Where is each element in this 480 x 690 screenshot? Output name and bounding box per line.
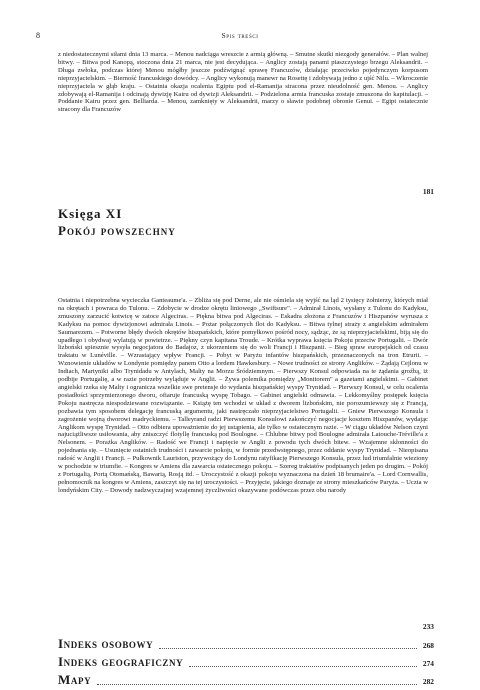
dot-leader [159,647,417,649]
running-title: Spis treści [221,31,259,40]
book-title: Księga XI [58,206,123,221]
toc-entry-indeks-geograficzny[interactable] [58,654,434,670]
page-header [36,31,444,43]
toc-entry-mapy[interactable] [58,672,434,688]
toc-entry-page: 274 [422,659,434,668]
dot-leader [189,665,417,667]
toc-entry-page: 282 [422,677,434,686]
book-summary: Ostatnia i niepotrzebna wycieczka Ganteaume'a. – Zbliża się pod Derne, ale nie ośmiela się wyjść na ląd 2 tysięcy żołnierzy, których miał na okrętach i powraca do Tulonu. – Zdobycie w drodze okrętu liniowego „Swiftsure". – Admirał Linois, wysłany z Tulonu do Kadyksu, zmuszony zarzucić kotwicę w zatoce Algeciras. – Piękna bitwa pod Algeciras. – Eskadra złożona z Francuzów i Hiszpanów wyrusza z Kadyksu na pomoc dywizjonowi admirała Linois. – Pożar połączonych flot do Kadyksu. – Bitwa tylnej straży z angielskim admirałem Saumarezem. – Potworne błędy dwóch okrętów hiszpańskich, które pomyłkowo pośród nocy, sądząc, że są nieprzyjacielskimi, biją się do upadłego i obydwaj wylatują w powietrze. – Piękny czyn kapitana Troude. – Krótka wyprawa księcia Pokoju przeciw Portugalii. – Dwór lizboński spiesznie wysyła negocjatora do Badajoz, z ukorzeniem się do woli Francji i Hiszpanii. – Bieg spraw europejskich od czasu traktatu w Lunéville. – Wzrastający wpływ Francji. – Pobyt w Paryżu infantów hiszpańskich, przeznaczonych na tron Etrurii. – Wznowienie układów w Londynie pomiędzy panem Otto a lordem Hawkesbury. – Nowe trudności ze strony Anglików. – Żądają Cejlonu w Indiach, Martyniki albo Trynidadu w Antylach, Malty na Morzu Śródziemnym. – Pierwszy Konsul odpowiada na te żądania groźbą, iż podbije Portugalię, a w razie potrzeby wyląduje w Anglii. – Żywa polemika pomiędzy „Monitorem" a gazetami angielskimi. – Gabinet angielski rzeka się Malty i ogranicza wszelkie swe pretensje do wydania hiszpańskiej wyspy Trynidad. – Pierwszy Konsul, w celu ocalenia posiadłości sprzymierzonego dworu, ofiaruje francuską wyspę Tobago. – Gabinet angielski odmawia. – Lekkomyślny postępek księcia Pokoju nastręcza niespodziewane rozwiązanie. – Książę ten wchodzi w układ z dworem lizbońskim, nie porozumiewszy się z Francją, pozbawia tym sposobem delegację francuską argumentu, jaki nastręczało nieprzyjacielstwo Portugalii. – Gniew Pierwszego Konsula i zagrożenie wojną dworowi madryckiemu. – Talleyrand radzi Pierwszemu Konsulowi zakończyć negocjacje kosztem Hiszpanów, wydając Anglikom wyspę Trynidad. – Otto odbiera upoważnienie do jej ustąpienia, ale tylko w ostatecznym razie. – W ciągu układów Nelson czyni najuciążliwsze usiłowania, aby zniszczyć flotyllę francuską pod Boulogne. – Chlubne bitwy pod Boulogne admirała Latouche-Tréville'a z Nelsonem. – Porażka Anglików. – Radość we Francji i napięcie w Anglii z powodu tych dwóch bitew. – Wzajemne skłonności do pojednania się. – Usunięcie ostatnich trudności i zawarcie pokoju, w formie przedwstępnego, przez oddanie wyspy Trynidad. – Nieopisana radość w Anglii i Francji. – Pułkownik Lauriston, przywożący do Londynu ratyfikację Pierwszego Konsula, przez lud triumfalnie wieziony w pochodzie w triumfie. – Kongres w Amiens dla zawarcia ostatecznego pokoju. – Szereg traktatów podpisanych jeden po drugim. – Pokój z Portugalią, Portą Otomańską, Bawarią, Rosją itd. – Uroczystość z okazji pokoju wyznaczona na dzień 18 brumaire'a. – Lord Cornwallis, pełnomocnik na kongres w Amiens, zaszczyt się na tej uroczystości. – Przyjęcie, jakiego doznaje ze strony mieszkańców Paryża. – Uczta w londyńskim City. – Dowody nadzwyczajnej wzajemnej życzliwości okazywane podówczas przez obu narody [58,297,428,494]
toc-entry-label: Indeks osobowy [58,636,154,651]
book-page-ref[interactable]: 233 [422,622,434,631]
dot-leader [97,683,417,685]
toc-entry-page: 268 [422,641,434,650]
toc-entry-indeks-osobowy[interactable] [58,636,434,652]
toc-entry-label: Indeks geograficzny [58,654,184,669]
toc-entry-label: Mapy [58,672,92,687]
book-subtitle: Pokój powszechny [58,223,176,238]
page-number: 8 [36,31,40,40]
prev-book-page-ref[interactable]: 181 [422,187,434,196]
prev-book-summary: z niedostatecznymi siłami dnia 13 marca. – Menou nadciąga wreszcie z armią główną. – Smutne skutki niezgody generałów. – Plan walnej bitwy. – Bitwa pod Kanopą, stoczona dnia 21 marca, nie jest decydująca. – Anglicy zostają panami piaszczystego brzegu Aleksandrii. – Długa zwłoka, podczas której Menou mógłby jeszcze podźwignąć sprawę Francuzów, działając przeciwko pojedynczym korpusom nieprzyjacielskim. – Bierność francuskiego dowódcy. – Anglicy wykonują manewr na Rosettę i zdobywają jedno z ujść Nilu. – Wkroczenie nieprzyjaciela w głąb kraju. – Ostatnia okazja ocalenia Egiptu pod el-Ramanija stracona przez nieudolność gen. Menou. – Anglicy zdobywają el-Ramanija i odcinają dywizję Kairu od dywizji Aleksandrii. – Podzielona armia francuska zostaje zmuszona do kapitulacji. – Poddanie Kairu przez gen. Belliarda. – Menou, zamknięty w Aleksandrii, marzy o sławie podobnej obronie Genui. – Egipt ostatecznie stracony dla Francuzów [58,51,428,114]
